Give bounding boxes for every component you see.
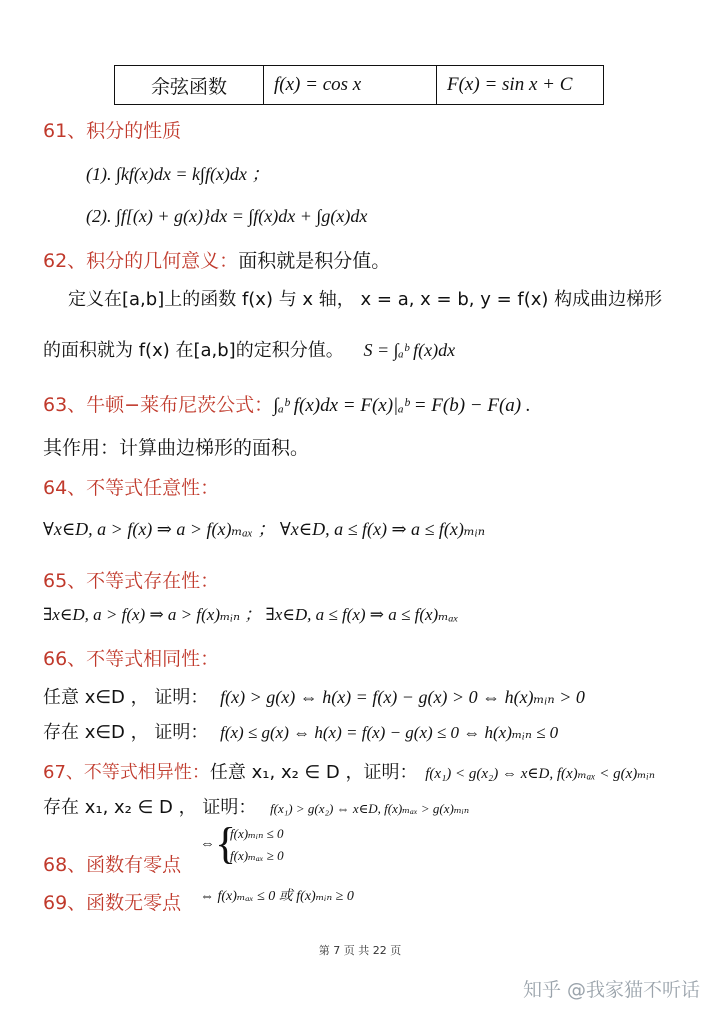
section-67-title: 67、不等式相异性： bbox=[43, 762, 210, 783]
section-66-line-1-label: 任意 x∈D ， 证明： bbox=[43, 687, 209, 708]
section-66-line-2-formula: f(x) ≤ g(x) ⇔ h(x) = f(x) − g(x) ≤ 0 ⇔ h(x)ₘᵢₙ ≤ 0 bbox=[220, 723, 559, 742]
section-63-header bbox=[43, 390, 531, 417]
section-67-header bbox=[43, 758, 655, 784]
section-62-line-2-text: 的面积就为 f(x) 在[a,b]的定积分值。 bbox=[43, 340, 344, 361]
section-69-formula: ⇔ f(x)ₘₐₓ ≤ 0 或 f(x)ₘᵢₙ ≥ 0 bbox=[200, 889, 354, 904]
area-integral-formula: S = ∫ₐᵇ f(x)dx bbox=[363, 340, 456, 360]
newton-leibniz-formula: ∫ₐᵇ f(x)dx = F(x)|ₐᵇ = F(b) − F(a) . bbox=[273, 395, 531, 416]
derivative-cell: f(x) = cos x bbox=[264, 66, 437, 105]
section-67-line-1-label: 任意 x₁, x₂ ∈ D ，证明： bbox=[209, 762, 418, 783]
section-63-usage: 其作用：计算曲边梯形的面积。 bbox=[43, 437, 310, 459]
section-65-title: 65、不等式存在性： bbox=[43, 570, 220, 592]
table-row bbox=[115, 66, 604, 105]
section-66-line-1-formula: f(x) > g(x) ⇔ h(x) = f(x) − g(x) > 0 ⇔ h(x)ₘᵢₙ > 0 bbox=[220, 687, 585, 707]
section-67-line-2 bbox=[43, 793, 469, 819]
section-68-title: 68、函数有零点 bbox=[43, 854, 182, 876]
antiderivative-cell: F(x) = sin x + C bbox=[437, 66, 604, 105]
section-65-formula: ∃x∈D, a > f(x) ⇒ a > f(x)ₘᵢₙ ； ∃x∈D, a ≤ f(x) ⇒ a ≤ f(x)ₘₐₓ bbox=[43, 605, 459, 624]
section-62-title-rest: 面积就是积分值。 bbox=[238, 250, 391, 272]
section-66-line-2-label: 存在 x∈D ， 证明： bbox=[43, 722, 209, 743]
section-63-title: 63、牛顿−莱布尼茨公式： bbox=[43, 394, 274, 416]
cosine-table bbox=[114, 65, 604, 105]
section-67-line-1-formula: f(x₁) < g(x₂) ⇔ x∈D, f(x)ₘₐₓ < g(x)ₘᵢₙ bbox=[425, 766, 655, 782]
section-66-line-1 bbox=[43, 683, 585, 709]
section-66-line-2 bbox=[43, 718, 558, 744]
function-name-cell: 余弦函数 bbox=[115, 66, 264, 105]
equivalence-arrow: ⇔ bbox=[200, 836, 215, 852]
section-68-condition-2: f(x)ₘₐₓ ≥ 0 bbox=[230, 848, 284, 863]
section-61-item-1: (1). ∫kf(x)dx = k∫f(x)dx ； bbox=[86, 164, 270, 184]
section-64-formula: ∀x∈D, a > f(x) ⇒ a > f(x)ₘₐₓ ； ∀x∈D, a ≤ f(x) ⇒ a ≤ f(x)ₘᵢₙ bbox=[43, 519, 486, 539]
section-61-title: 61、积分的性质 bbox=[43, 120, 182, 142]
section-67-line-2-formula: f(x₁) > g(x₂) ⇔ x∈D, f(x)ₘₐₓ > g(x)ₘᵢₙ bbox=[270, 801, 470, 816]
watermark: 知乎 @我家猫不听话 bbox=[522, 979, 700, 1001]
section-62-title: 62、积分的几何意义： bbox=[43, 250, 239, 272]
section-64-title: 64、不等式任意性： bbox=[43, 477, 220, 499]
section-62-line-1: 定义在[a,b]上的函数 f(x) 与 x 轴， x = a, x = b, y = f(x) 构成曲边梯形 bbox=[68, 289, 663, 310]
section-68-condition-1: f(x)ₘᵢₙ ≤ 0 bbox=[230, 826, 284, 841]
page-number: 第 7 页 共 22 页 bbox=[318, 944, 402, 957]
left-brace-icon: { bbox=[215, 819, 237, 868]
section-66-title: 66、不等式相同性： bbox=[43, 648, 220, 670]
section-61-item-2: (2). ∫f[(x) + g(x)}dx = ∫f(x)dx + ∫g(x)dx bbox=[86, 206, 368, 226]
section-62-line-2 bbox=[43, 336, 455, 362]
section-69-title: 69、函数无零点 bbox=[43, 892, 182, 914]
section-67-line-2-label: 存在 x₁, x₂ ∈ D ， 证明： bbox=[43, 797, 257, 818]
section-62-header bbox=[43, 246, 390, 273]
